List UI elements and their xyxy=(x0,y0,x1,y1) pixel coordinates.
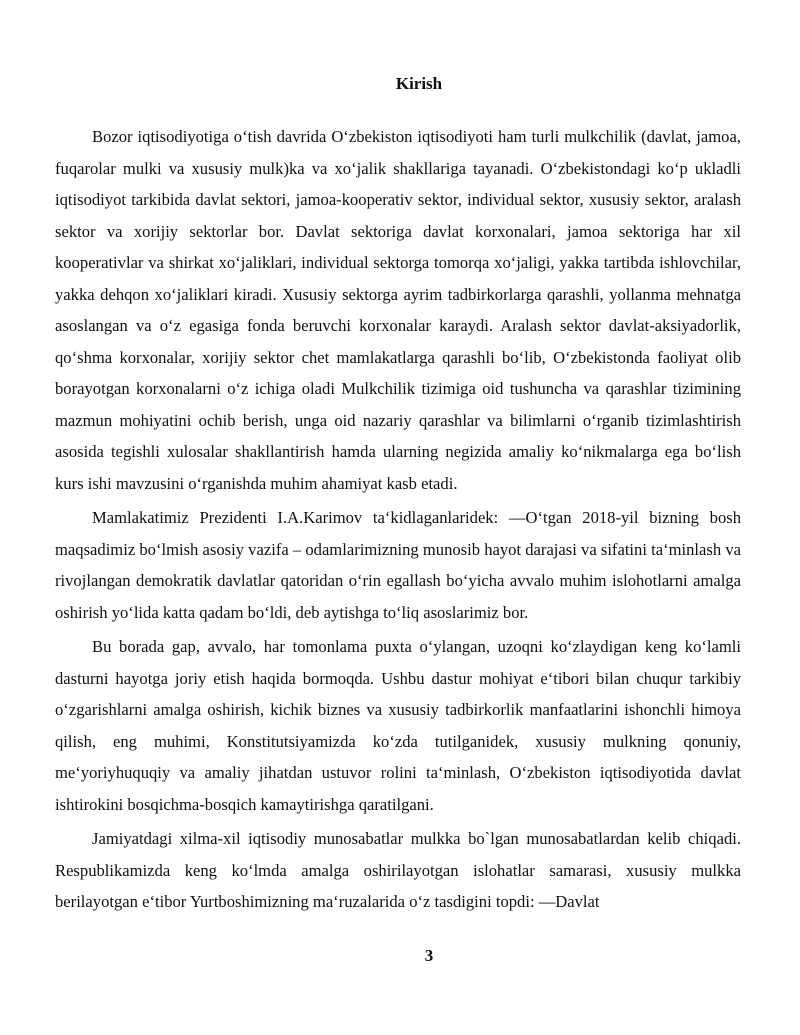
paragraph-3: Bu borada gap, avvalo, har tomonlama puxta o‘ylangan, uzoqni ko‘zlaydigan keng ko‘lamli dasturni hayotga joriy etish haqida bormoqda. Ushbu dastur mohiyat e‘tibori bilan chuqur tarkibiy o‘zgarishlarni amalga oshirish, kichik biznes va xususiy tadbirkorlik manfaatlarini ishonchli himoya qilish, eng muhimi, Konstitutsiyamizda ko‘zda tutilganidek, xususiy mulkning qonuniy, me‘yoriyhuquqiy va amaliy jihatdan ustuvor rolini ta‘minlash, O‘zbekiston iqtisodiyotida davlat ishtirokini bosqichma-bosqich kamaytirishga qaratilgani. xyxy=(55,637,741,814)
paragraph-2: Mamlakatimiz Prezidenti I.A.Karimov ta‘kidlaganlaridek: ―O‘tgan 2018-yil bizning bosh maqsadimiz bo‘lmish asosiy vazifa – odamlarimizning munosib hayot darajasi va sifatini ta‘minlash va rivojlangan demokratik davlatlar qatoridan o‘rin egallash bo‘yicha avvalo muhim islohotlarni amalga oshirish yo‘lida katta qadam bo‘ldi, deb aytishga to‘liq asoslarimiz bor. xyxy=(55,508,741,622)
page-title: Kirish xyxy=(395,74,443,93)
document-body xyxy=(55,121,741,921)
paragraph-4: Jamiyatdagi xilma-xil iqtisodiy munosabatlar mulkka bo`lgan munosabatlardan kelib chiqadi. Respublikamizda keng ko‘lmda amalga oshirilayotgan islohatlar samarasi, xususiy mulkka berilayotgan e‘tibor Yurtboshimizning ma‘ruzalarida o‘z tasdigini topdi: ―Davlat xyxy=(55,829,741,911)
paragraph-1: Bozor iqtisodiyotiga o‘tish davrida O‘zbekiston iqtisodiyoti ham turli mulkchilik (davlat, jamoa, fuqarolar mulki va xususiy mulk)ka va xo‘jalik shakllariga tayanadi. O‘zbekistondagi ko‘p ukladli iqtisodiyot tarkibida davlat sektori, jamoa-kooperativ sektor, individual sektor, xususiy sektor, aralash sektor va xorijiy sektorlar bor. Davlat sektoriga davlat korxonalari, jamoa sektoriga har xil kooperativlar va shirkat xo‘jaliklari, individual sektorga tomorqa xo‘jaligi, yakka tartibda ishlovchilar, yakka dehqon xo‘jaliklari kiradi. Xususiy sektorga ayrim tadbirkorlarga qarashli, yollanma mehnatga asoslangan va o‘z egasiga fonda beruvchi korxonalar karaydi. Aralash sektor davlat-aksiyadorlik, qo‘shma korxonalar, xorijiy sektor chet mamlakatlarga qarashli bo‘lib, O‘zbekistonda faoliyat olib borayotgan korxonalarni o‘z ichiga oladi Mulkchilik tizimiga oid tushuncha va qarashlar tizimining mazmun mohiyatini ochib berish, unga oid nazariy qarashlar va bilimlarni o‘rganib tizimlashtirish asosida tegishli xulosalar shakllantirish hamda ularning negizida amaliy ko‘nikmalarga ega bo‘lish kurs ishi mavzusini o‘rganishda muhim ahamiyat kasb etadi. xyxy=(55,127,741,493)
page-number: 3 xyxy=(424,946,434,965)
